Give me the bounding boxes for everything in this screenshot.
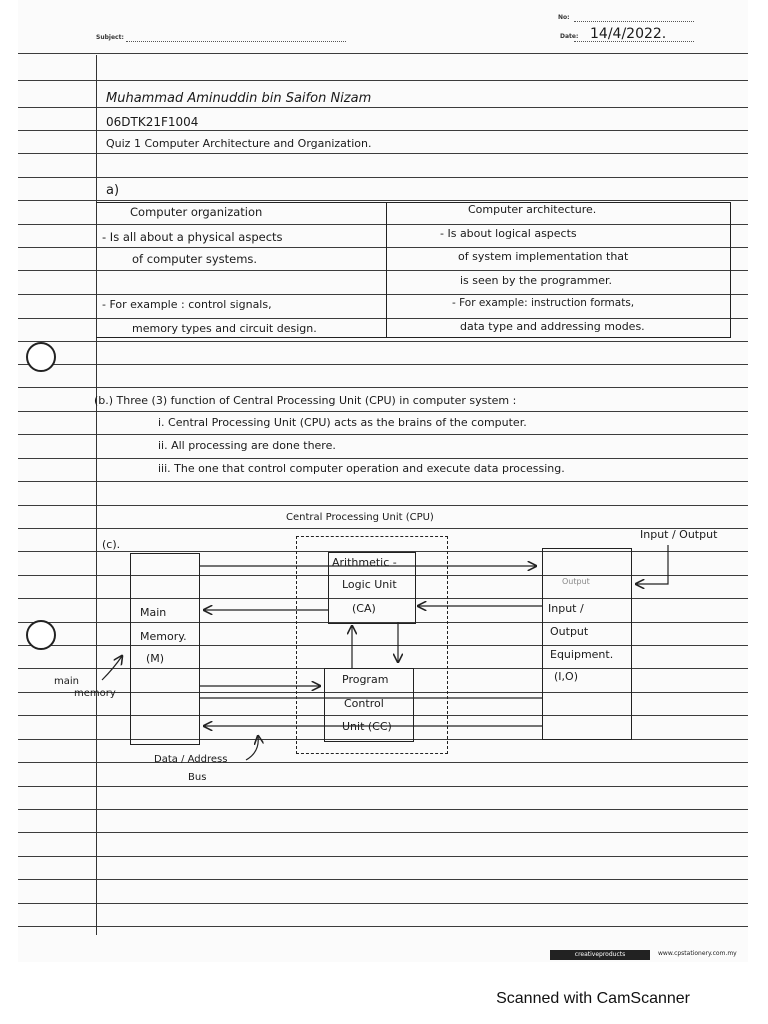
brand-logo: creativeproducts [550, 950, 650, 960]
notebook-page [18, 0, 748, 962]
org-example2: memory types and circuit design. [132, 322, 317, 335]
cpu-label: Central Processing Unit (CPU) [286, 512, 434, 523]
bus-annot-2: Bus [188, 772, 207, 783]
io-label: Input / Output [640, 528, 718, 541]
io-output-small: Output [562, 577, 590, 586]
arch-example1: - For example: instruction formats, [452, 297, 635, 309]
alu-text-2: Logic Unit [342, 578, 397, 591]
io-text-1: Input / [548, 602, 584, 615]
org-heading: Computer organization [130, 205, 263, 219]
pcu-text-1: Program [342, 673, 389, 686]
io-text-2: Output [550, 625, 589, 638]
org-example1: - For example : control signals, [102, 298, 272, 311]
org-line2: of computer systems. [132, 252, 258, 266]
part-b-item-2: ii. All processing are done there. [158, 439, 336, 452]
quiz-title: Quiz 1 Computer Architecture and Organization. [106, 137, 372, 150]
part-b-item-3: iii. The one that control computer operation and execute data processing. [158, 462, 565, 475]
diagram-connections [18, 0, 748, 962]
main-memory-annot-1: main [54, 676, 79, 687]
arch-line3: is seen by the programmer. [460, 274, 613, 287]
io-text-4: (I,O) [554, 670, 578, 683]
bus-annot-1: Data / Address [154, 754, 228, 765]
brand-url: www.cpstationery.com.my [658, 950, 737, 957]
main-memory-text-3: (M) [146, 652, 165, 665]
pcu-text-2: Control [344, 697, 384, 710]
main-memory-text-2: Memory. [140, 630, 187, 643]
student-id: 06DTK21F1004 [106, 115, 199, 129]
scanner-watermark: Scanned with CamScanner [496, 990, 690, 1007]
part-c-label: (c). [102, 538, 121, 551]
part-b-question: (b.) Three (3) function of Central Processing Unit (CPU) in computer system : [94, 394, 517, 407]
part-b-item-1: i. Central Processing Unit (CPU) acts as the brains of the computer. [158, 416, 527, 429]
pcu-text-3: Unit (CC) [342, 720, 392, 733]
main-memory-annot-2: memory [74, 688, 116, 699]
main-memory-text-1: Main [140, 606, 167, 619]
student-name: Muhammad Aminuddin bin Saifon Nizam [106, 91, 372, 106]
arch-line2: of system implementation that [458, 250, 629, 263]
arch-example2: data type and addressing modes. [460, 320, 645, 333]
main-memory-annot-arrow [102, 656, 122, 680]
external-io-arrow [636, 545, 668, 584]
bus-annot-arrow [246, 736, 258, 760]
subject-label: Subject: [96, 34, 124, 41]
arch-heading: Computer architecture. [468, 203, 597, 216]
alu-text-1: Arithmetic - [332, 556, 397, 569]
date-value: 14/4/2022. [590, 26, 667, 42]
org-line1: - Is all about a physical aspects [102, 230, 283, 244]
date-label: Date: [560, 33, 579, 40]
no-label: No: [558, 14, 570, 21]
part-a-label: a) [106, 183, 120, 198]
io-text-3: Equipment. [550, 648, 614, 661]
alu-text-3: (CA) [352, 602, 376, 615]
arch-line1: - Is about logical aspects [440, 227, 577, 240]
